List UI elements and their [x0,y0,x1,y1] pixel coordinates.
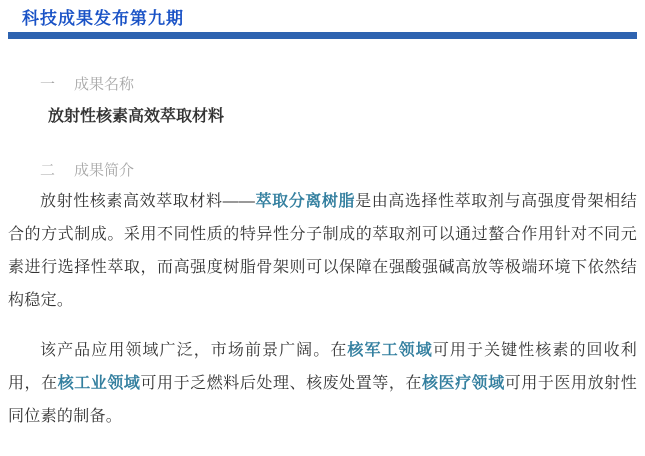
highlight-term-nuclear-military: 核军工领域 [347,342,433,359]
intro-paragraph [8,185,637,317]
section-2-marker: 二 [40,162,56,179]
section-1-marker: 一 [40,76,56,93]
text-segment: 可用于乏燃料后处理、核废处置等，在 [140,375,422,392]
text-segment: 可用于关键性核素的回收利用，在 [8,342,637,392]
highlight-term-nuclear-medical: 核医疗领域 [421,375,505,392]
page-title: 科技成果发布第九期 [22,9,184,28]
section-1-label: 成果名称 [74,76,135,93]
document-page [0,9,645,433]
text-segment: 放射性核素高效萃取材料—— [40,193,256,210]
achievement-name: 放射性核素高效萃取材料 [48,108,225,125]
title-divider [8,32,637,39]
highlight-term-resin: 萃取分离树脂 [255,193,356,210]
section-heading-intro [40,160,645,181]
text-segment: 是由高选择性萃取剂与高强度骨架相结合的方式制成。采用不同性质的特异性分子制成的萃取剂可以通过螯合作用针对不同元素进行选择性萃取，而高强度树脂骨架则可以保障在强酸强碱高放等极端环境下依然结构稳定。 [8,193,637,309]
section-2-label: 成果简介 [74,162,135,179]
application-paragraph [8,334,637,433]
section-heading-name [40,74,645,95]
highlight-term-nuclear-industry: 核工业领域 [57,375,141,392]
text-segment: 该产品应用领域广泛，市场前景广阔。在 [40,342,348,359]
body-text [8,185,637,433]
text-segment: 可用于医用放射性同位素的制备。 [8,375,637,425]
